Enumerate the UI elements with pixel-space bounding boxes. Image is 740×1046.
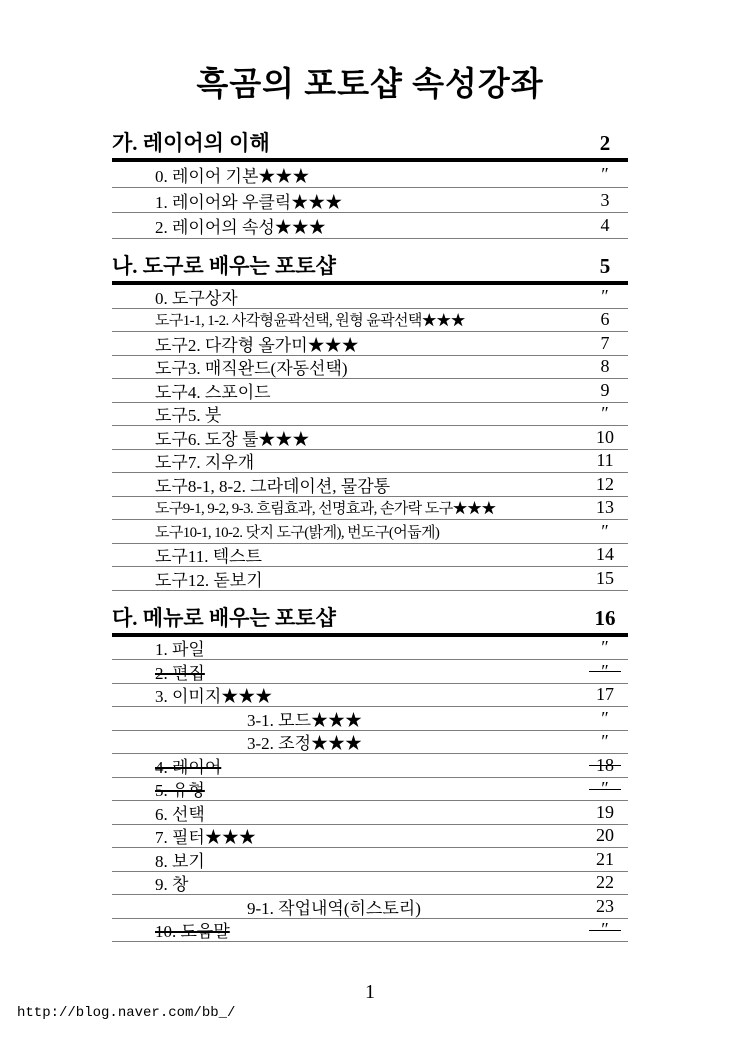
toc-row (112, 825, 628, 849)
toc-row (112, 473, 628, 497)
toc-item-label: 1. 파일 (155, 640, 205, 660)
toc-row (112, 188, 628, 214)
toc-item-page: ″ (582, 661, 628, 682)
toc-item-page: ″ (601, 520, 609, 541)
document-title: 흑곰의 포토샵 속성강좌 (196, 67, 544, 103)
toc-row (112, 754, 628, 778)
toc-item-label: 0. 레이어 기본★★★ (155, 166, 310, 186)
toc-item-page: ″ (601, 637, 609, 658)
section-header (112, 254, 628, 285)
section-header (112, 131, 628, 162)
toc-row (112, 919, 628, 943)
toc-item-label: 도구6. 도장 툴★★★ (155, 429, 310, 449)
toc-item-page: 6 (600, 309, 610, 330)
toc-item-page: 10 (596, 426, 614, 447)
toc-row (112, 567, 628, 591)
toc-row (112, 403, 628, 427)
toc-row (112, 520, 628, 544)
toc-item-page: 13 (596, 497, 614, 518)
toc-row (112, 848, 628, 872)
toc-row (112, 332, 628, 356)
toc-item-page: ″ (601, 403, 609, 424)
toc-row (112, 309, 628, 333)
toc-item-page: 19 (596, 801, 614, 822)
section-page-number: 2 (599, 131, 611, 155)
toc-section (112, 606, 628, 943)
toc-item-label: 도구1-1, 1-2. 사각형윤곽선택, 원형 윤곽선택★★★ (155, 313, 465, 330)
toc-item-page: ″ (601, 731, 609, 752)
toc-row (112, 660, 628, 684)
toc-item-page: ″ (601, 163, 609, 184)
toc-item-page: 4 (600, 215, 610, 236)
toc-item-label: 2. 편집 (155, 663, 205, 683)
toc-item-label: 0. 도구상자 (155, 288, 238, 308)
toc-item-label: 4. 레이어 (155, 757, 222, 777)
toc-item-label: 도구3. 매직완드(자동선택) (155, 359, 348, 379)
toc-item-page: ″ (582, 919, 628, 940)
toc-item-label: 3. 이미지★★★ (155, 687, 273, 707)
toc-row (112, 895, 628, 919)
toc-row (112, 637, 628, 661)
toc-item-page: 17 (596, 684, 614, 705)
toc-item-label: 10. 도움말 (155, 922, 230, 942)
toc-row (112, 872, 628, 896)
toc-item-page: 3 (600, 189, 610, 210)
toc-item-page: 22 (596, 872, 614, 893)
toc-item-label: 5. 유형 (155, 781, 205, 801)
toc-item-label: 도구11. 텍스트 (155, 547, 262, 567)
toc-row (112, 162, 628, 188)
toc-item-label: 1. 레이어와 우클릭★★★ (155, 192, 343, 212)
page-number: 1 (365, 981, 375, 1003)
toc-row (112, 450, 628, 474)
toc-item-page: 20 (596, 825, 614, 846)
section-title: 가. 레이어의 이해 (112, 131, 270, 155)
toc-item-label: 3-2. 조정★★★ (247, 734, 363, 754)
toc-item-page: 8 (600, 356, 610, 377)
table-of-contents (112, 131, 628, 942)
section-title: 나. 도구로 배우는 포토샵 (112, 254, 336, 279)
toc-item-label: 도구9-1, 9-2, 9-3. 흐림효과, 선명효과, 손가락 도구★★★ (155, 501, 496, 518)
toc-row (112, 497, 628, 521)
toc-item-page: 11 (596, 450, 614, 471)
toc-item-label: 7. 필터★★★ (155, 828, 256, 848)
toc-item-label: 8. 보기 (155, 851, 205, 871)
toc-row (112, 544, 628, 568)
section-title: 다. 메뉴로 배우는 포토샵 (112, 605, 336, 630)
toc-item-label: 9-1. 작업내역(히스토리) (247, 898, 421, 918)
toc-item-page: 21 (596, 848, 614, 869)
toc-item-page: 7 (600, 332, 610, 353)
section-header (112, 606, 628, 637)
toc-section (112, 254, 628, 591)
toc-row (112, 801, 628, 825)
toc-row (112, 684, 628, 708)
toc-item-page: 12 (596, 473, 614, 494)
toc-item-page: 14 (596, 544, 614, 565)
toc-item-page: 18 (582, 755, 628, 776)
toc-item-label: 6. 선택 (155, 804, 205, 824)
toc-item-label: 9. 창 (155, 875, 189, 895)
toc-item-page: ″ (582, 778, 628, 799)
toc-item-label: 도구7. 지우개 (155, 453, 255, 473)
section-page-number: 5 (599, 254, 611, 279)
toc-row (112, 285, 628, 309)
toc-item-label: 3-1. 모드★★★ (247, 710, 363, 730)
section-page-number: 16 (594, 605, 616, 630)
toc-item-page: 9 (600, 379, 610, 400)
toc-section (112, 131, 628, 239)
toc-item-page: ″ (601, 707, 609, 728)
toc-item-label: 도구8-1, 8-2. 그라데이션, 물감통 (155, 476, 391, 496)
toc-item-label: 2. 레이어의 속성★★★ (155, 218, 326, 238)
toc-item-label: 도구2. 다각형 올가미★★★ (155, 335, 359, 355)
toc-row (112, 356, 628, 380)
toc-row (112, 707, 628, 731)
footer-url[interactable]: http://blog.naver.com/bb_/ (17, 1005, 236, 1021)
toc-item-page: 23 (596, 895, 614, 916)
toc-row (112, 213, 628, 239)
toc-row (112, 379, 628, 403)
toc-item-page: 15 (596, 567, 614, 588)
toc-item-label: 도구4. 스포이드 (155, 382, 271, 402)
toc-item-label: 도구5. 붓 (155, 406, 222, 426)
toc-item-label: 도구12. 돋보기 (155, 570, 263, 590)
toc-item-page: ″ (601, 285, 609, 306)
toc-row (112, 731, 628, 755)
toc-row (112, 426, 628, 450)
toc-item-label: 도구10-1, 10-2. 닷지 도구(밝게), 번도구(어둡게) (155, 524, 440, 541)
toc-row (112, 778, 628, 802)
